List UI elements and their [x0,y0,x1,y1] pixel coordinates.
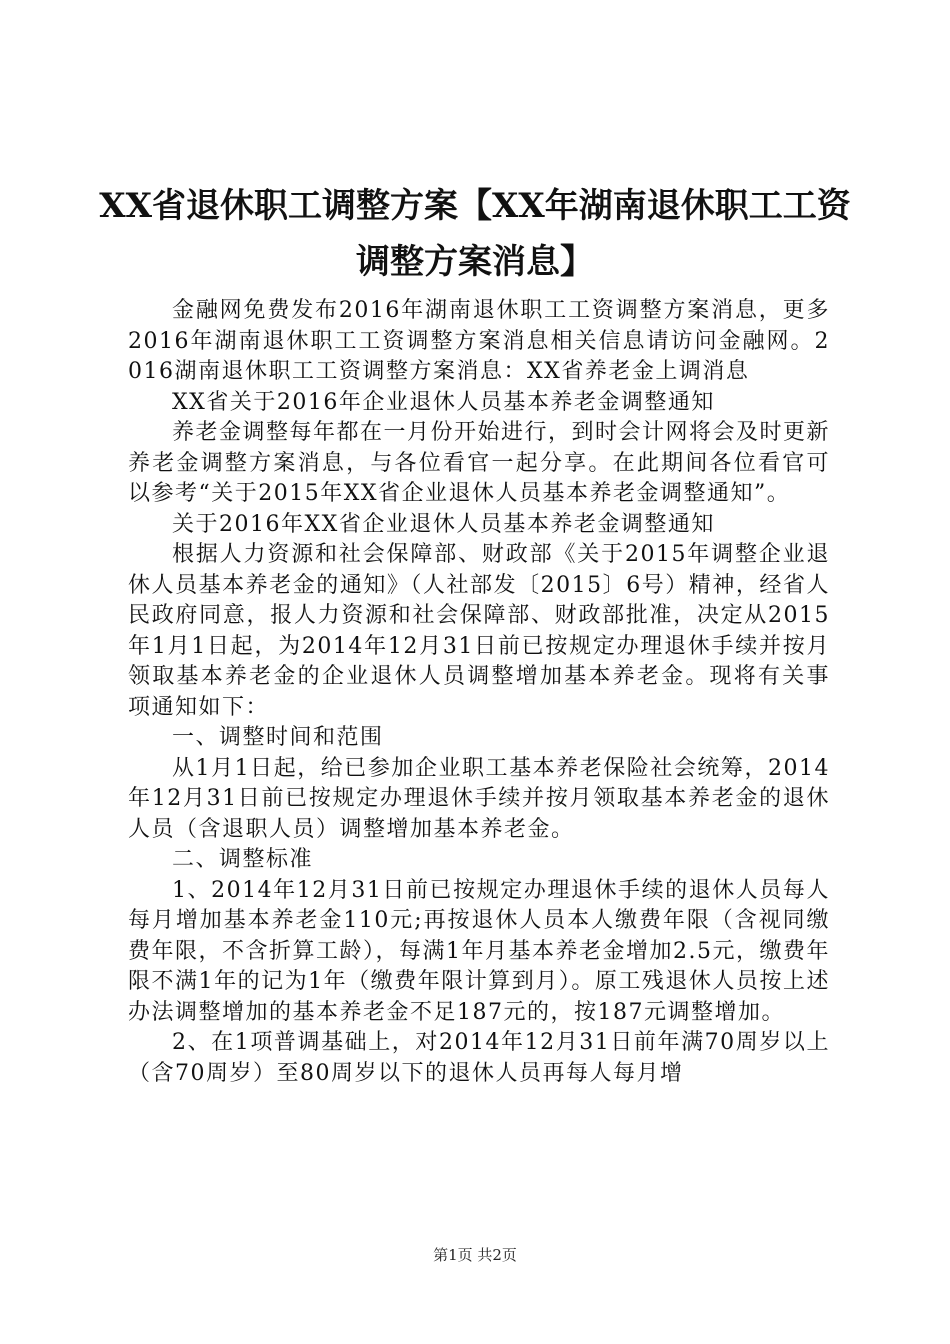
paragraph-basis: 根据人力资源和社会保障部、财政部《关于2015年调整企业退休人员基本养老金的通知》（人社部发〔2015〕6号）精神，经省人民政府同意，报人力资源和社会保障部、财政部批准，决定从2015年1月1日起，为2014年12月31日前已按规定办理退休手续并按月领取基本养老金的企业退休人员调整增加基本养老金。现将有关事项通知如下： [128,542,830,720]
document-body [128,296,830,1089]
paragraph-time-scope: 从1月1日起，给已参加企业职工基本养老保险社会统筹，2014年12月31日前已按规定办理退休手续并按月领取基本养老金的退休人员（含退职人员）调整增加基本养老金。 [128,755,830,842]
paragraph-notice-title: 关于2016年XX省企业退休人员基本养老金调整通知 [172,511,715,537]
paragraph-standard-2: 2、在1项普调基础上，对2014年12月31日前年满70周岁以上（含70周岁）至80周岁以下的退休人员再每人每月增 [128,1030,830,1086]
paragraph-intro: 金融网免费发布2016年湖南退休职工工资调整方案消息，更多2016年湖南退休职工工资调整方案消息相关信息请访问金融网。2016湖南退休职工工资调整方案消息：XX省养老金上调消息 [128,298,830,384]
paragraph-adjustment-info: 养老金调整每年都在一月份开始进行，到时会计网将会及时更新养老金调整方案消息，与各位看官一起分享。在此期间各位看官可以参考“关于2015年XX省企业退休人员基本养老金调整通知”。 [128,420,831,506]
document-title: XX省退休职工调整方案【XX年湖南退休职工工资调整方案消息】 [99,186,851,282]
paragraph-standard-1: 1、2014年12月31日前已按规定办理退休手续的退休人员每人每月增加基本养老金110元;再按退休人员本人缴费年限（含视同缴费年限，不含折算工龄），每满1年月基本养老金增加2.5元，缴费年限不满1年的记为1年（缴费年限计算到月）。原工残退休人员按上述办法调整增加的基本养老金不足187元的，按187元调整增加。 [128,877,830,1025]
paragraph-notice-heading: XX省关于2016年企业退休人员基本养老金调整通知 [172,389,715,415]
page-number-footer: 第1页 共2页 [433,1246,517,1264]
section-heading-time-scope: 一、调整时间和范围 [172,725,384,750]
section-heading-standard: 二、调整标准 [172,847,314,872]
